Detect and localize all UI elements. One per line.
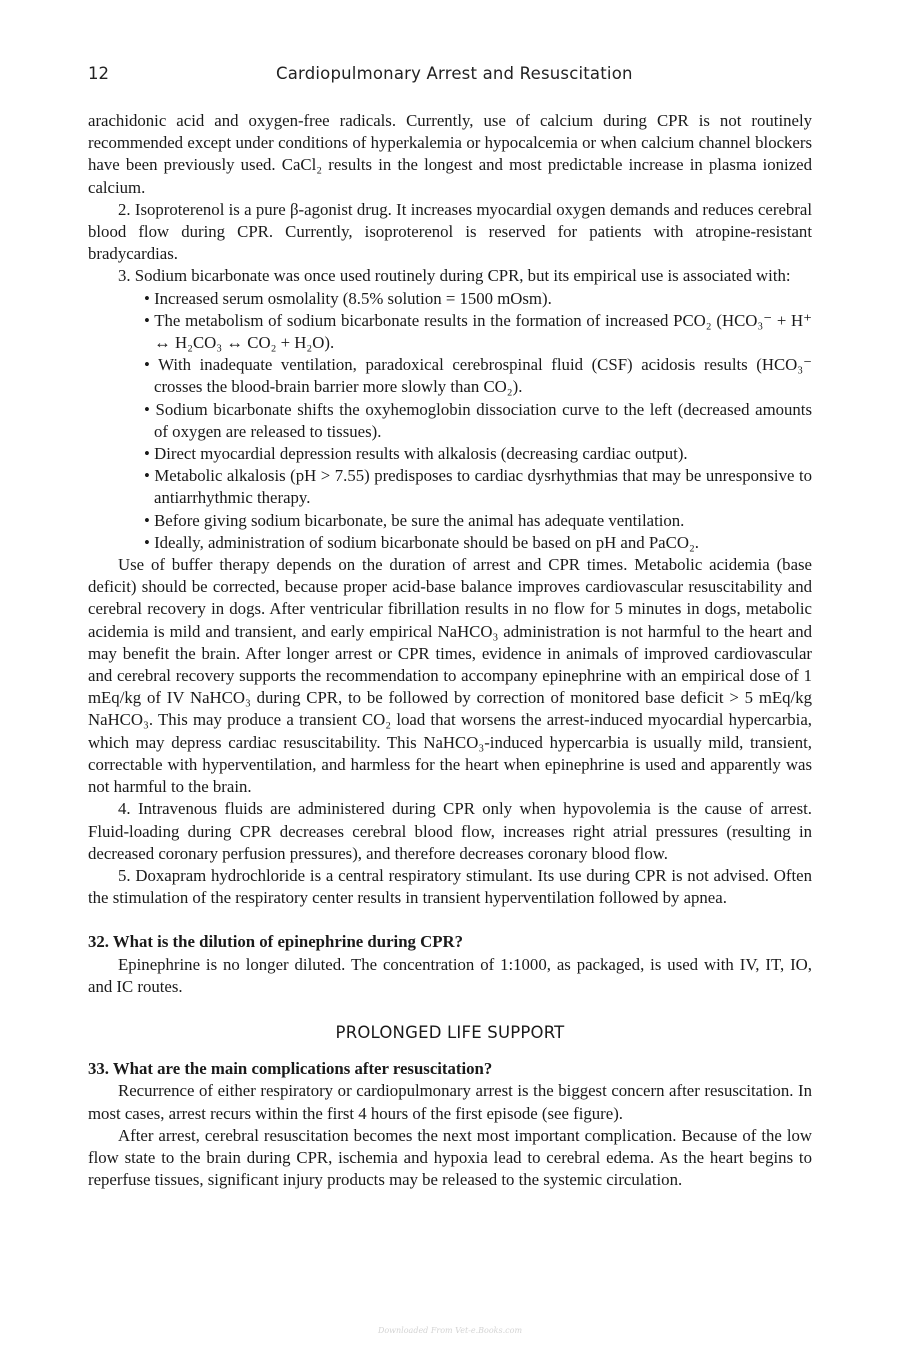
download-watermark: Downloaded From Vet-e.Books.com bbox=[377, 1326, 523, 1335]
list-item: • Ideally, administration of sodium bicarbonate should be based on pH and PaCO₂. bbox=[144, 532, 699, 552]
list-item: • Direct myocardial depression results with alkalosis (decreasing cardiac output). bbox=[144, 444, 688, 464]
running-title: Cardiopulmonary Arrest and Resuscitation bbox=[276, 64, 633, 83]
paragraph-intravenous-fluids: 4. Intravenous fluids are administered during CPR only when hypovolemia is the cause of arrest. Fluid-loading during CPR decreases cerebral blood flow, increases right atrial pressures (resulting in decreased coronary perfusion pressures), and therefore decreases coronary blood flow. bbox=[88, 799, 812, 863]
paragraph-calcium: arachidonic acid and oxygen-free radicals. Currently, use of calcium during CPR is not routinely recommended except under conditions of hyperkalemia or hypocalcemia or when calcium channel blockers have been previously used. CaCl₂ results in the longest and most predictable increase in plasma ionized calcium. bbox=[88, 111, 812, 197]
paragraph-sodium-bicarbonate: 3. Sodium bicarbonate was once used routinely during CPR, but its empirical use is associated with: bbox=[118, 266, 791, 286]
answer-33-recurrence: Recurrence of either respiratory or cardiopulmonary arrest is the biggest concern after resuscitation. In most cases, arrest recurs within the first 4 hours of the first episode (see figure). bbox=[88, 1081, 812, 1123]
question-33: 33. What are the main complications after resuscitation? bbox=[88, 1059, 493, 1079]
bicarbonate-effects-list bbox=[88, 288, 812, 554]
question-32: 32. What is the dilution of epinephrine during CPR? bbox=[88, 932, 463, 952]
list-item: • Sodium bicarbonate shifts the oxyhemoglobin dissociation curve to the left (decreased amounts of oxygen are released to tissues). bbox=[144, 399, 812, 441]
page-number: 12 bbox=[88, 64, 109, 83]
section-heading: PROLONGED LIFE SUPPORT bbox=[335, 1022, 565, 1042]
list-item: • The metabolism of sodium bicarbonate results in the formation of increased PCO₂ (HCO₃⁻ + H⁺ ↔ H₂CO₃ ↔ CO₂ + H₂O). bbox=[144, 310, 812, 353]
list-item: • Metabolic alkalosis (pH > 7.55) predisposes to cardiac dysrhythmias that may be unresponsive to antiarrhythmic therapy. bbox=[144, 466, 812, 508]
page-body bbox=[88, 110, 812, 1191]
paragraph-buffer-therapy: Use of buffer therapy depends on the duration of arrest and CPR times. Metabolic acidemia (base deficit) should be corrected, because proper acid-base balance improves cardiovascular resuscitability and cerebral recovery in dogs. After ventricular fibrillation results in no flow for 5 minutes in dogs, metabolic acidemia is mild and transient, and early empirical NaHCO₃ administration is not harmful to the heart and may benefit the brain. After longer arrest or CPR times, evidence in animals of improved cardiovascular and cerebral recovery supports the recommendation to accompany epinephrine with an empirical dose of 1 mEq/kg of IV NaHCO₃ during CPR, to be followed by correction of monitored base deficit > 5 mEq/kg NaHCO₃. This may produce a transient CO₂ load that worsens the arrest-induced myocardial hypercarbia, which may depress cardiac resuscitability. This NaHCO₃-induced hypercarbia is usually mild, transient, correctable with hyperventilation, and harmless for the heart when epinephrine is used and apparently was not harmful to the brain. bbox=[88, 555, 812, 797]
page-header bbox=[88, 64, 812, 88]
list-item: • With inadequate ventilation, paradoxical cerebrospinal fluid (CSF) acidosis results (HCO₃⁻ crosses the blood-brain barrier more slowly than CO₂). bbox=[144, 355, 812, 397]
answer-32: Epinephrine is no longer diluted. The concentration of 1:1000, as packaged, is used with IV, IT, IO, and IC routes. bbox=[88, 954, 812, 996]
list-item: • Before giving sodium bicarbonate, be sure the animal has adequate ventilation. bbox=[144, 510, 685, 530]
answer-33-cerebral: After arrest, cerebral resuscitation becomes the next most important complication. Because of the low flow state to the brain during CPR, ischemia and hypoxia lead to cerebral edema. As the heart begins to reperfuse tissues, significant injury products may be released to the systemic circulation. bbox=[88, 1125, 812, 1190]
paragraph-isoproterenol: 2. Isoproterenol is a pure β-agonist drug. It increases myocardial oxygen demands and reduces cerebral blood flow during CPR. Currently, isoproterenol is reserved for patients with atropine-resistant bradycardias. bbox=[88, 199, 812, 264]
list-item: • Increased serum osmolality (8.5% solution = 1500 mOsm). bbox=[144, 288, 552, 308]
paragraph-doxapram: 5. Doxapram hydrochloride is a central respiratory stimulant. Its use during CPR is not advised. Often the stimulation of the respiratory center results in transient hyperventilation followed by apnea. bbox=[88, 865, 812, 908]
